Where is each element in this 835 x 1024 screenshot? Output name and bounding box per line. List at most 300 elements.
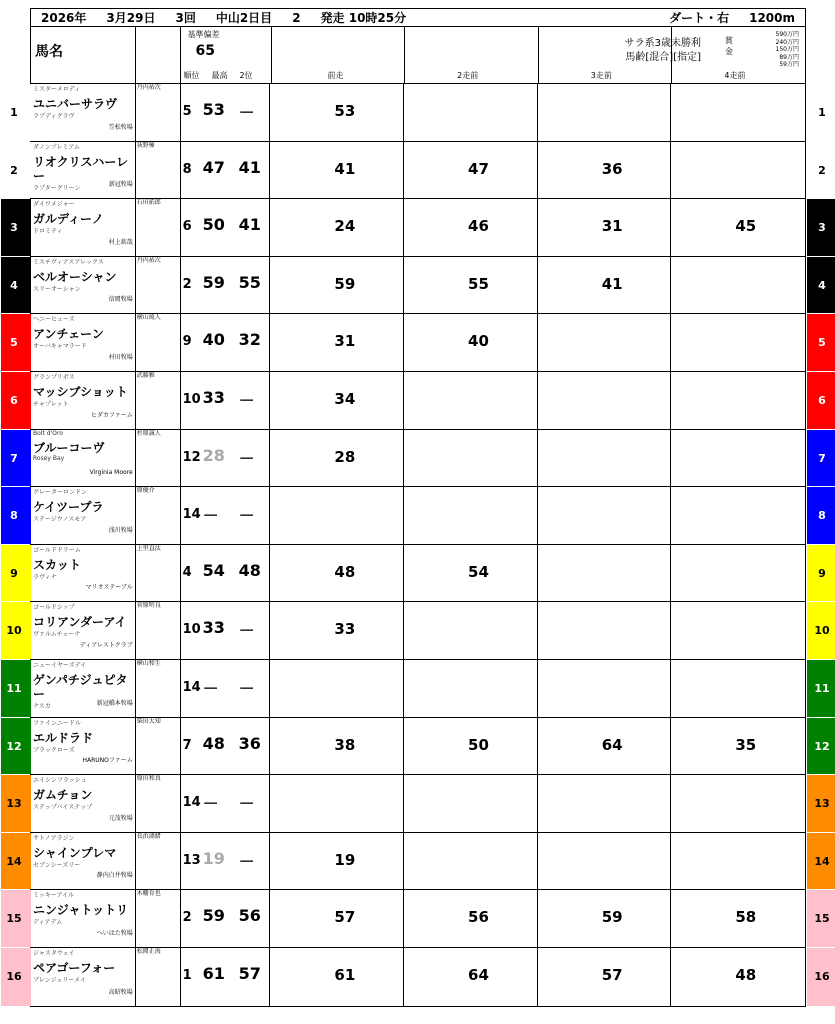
rank: 14 (182, 679, 201, 695)
score-cell (181, 142, 271, 199)
farm: 静内白井牧場 (96, 872, 133, 880)
prev-race-4 (671, 84, 805, 141)
horse-cell (31, 718, 136, 775)
dam: ラブディグラヴ (33, 113, 75, 120)
second-score: － (238, 103, 255, 122)
prev-race-2 (404, 430, 538, 487)
umaban-left: 5 (10, 336, 18, 350)
dam: ブレンジェリーメイ (33, 976, 86, 984)
prev-race-1 (270, 890, 404, 947)
horse-cell (31, 545, 136, 602)
prize-5: 59万円 (779, 61, 799, 68)
dam: ラヴィナ (33, 573, 57, 581)
horse-cell (31, 890, 136, 947)
score-cell (181, 199, 271, 256)
umaban-right: 10 (814, 624, 830, 638)
prev-race-1 (270, 142, 404, 199)
umaban-left: 11 (6, 681, 22, 695)
horse-name[interactable]: ガルディーノ (33, 212, 104, 227)
prev-race-2 (404, 660, 538, 717)
horse-cell (31, 372, 136, 429)
jockey: 原田和真 (136, 775, 161, 783)
high-score: － (202, 506, 219, 526)
umaban-left: 1 (10, 106, 18, 119)
prev-race-4-score: 45 (735, 217, 757, 236)
standard-label: 基準偏差 (187, 30, 220, 39)
prev-race-1-score: 24 (334, 217, 356, 236)
rank: 2 (182, 910, 192, 926)
jockey-cell (136, 948, 181, 1006)
sire: ミスチヴィアスアレックス (33, 258, 104, 266)
jockey-cell (136, 257, 181, 314)
sire: ジャスタウェイ (33, 949, 75, 957)
rank: 10 (182, 391, 201, 407)
farm: 村田牧場 (108, 353, 133, 361)
prev-race-3-score: 64 (601, 735, 623, 754)
prev-race-4 (671, 257, 805, 314)
prev-race-4 (671, 890, 805, 947)
jockey-cell (136, 660, 181, 717)
prev-race-3 (538, 833, 672, 890)
umaban-right: 3 (818, 221, 826, 235)
sire: Bolt d'Oro (33, 429, 63, 437)
prize-label: 賞金 (725, 36, 733, 56)
umaban-left: 4 (10, 278, 18, 292)
prev-race-4 (671, 314, 805, 371)
col-prev4: 4走前 (724, 71, 746, 80)
umaban-right: 8 (818, 509, 826, 523)
horse-name[interactable]: スカット (33, 557, 81, 572)
farm: 元茂牧場 (108, 814, 133, 822)
prev-race-2-score: 50 (468, 735, 489, 754)
prev-race-2 (404, 199, 538, 256)
track: ダート・右 (669, 11, 730, 25)
jockey-cell (136, 314, 181, 371)
score-cell (181, 84, 271, 141)
rank: 9 (182, 334, 192, 350)
horse-name[interactable]: リオクリスハーレー (33, 154, 129, 183)
col-second: 2位 (239, 71, 253, 80)
umaban-left: 15 (6, 912, 22, 926)
rank: 4 (182, 564, 192, 580)
score-cell (181, 372, 271, 429)
prev-race-3-score: 31 (601, 217, 623, 236)
prev-race-3 (538, 257, 672, 314)
prev-race-1-score: 48 (334, 562, 356, 581)
second-score: 55 (238, 272, 261, 292)
horse-row (10, 314, 826, 372)
rank: 14 (182, 507, 201, 523)
umaban-left: 10 (6, 624, 22, 638)
race-conditions: 馬齢[混合][指定] (625, 52, 701, 63)
second-score: 41 (238, 215, 261, 235)
high-score: － (202, 794, 219, 814)
col-prev2: 2走前 (457, 71, 479, 80)
score-cell (181, 487, 271, 544)
umaban-left: 16 (6, 969, 22, 983)
kai: 3回 (175, 11, 196, 25)
second-score: － (238, 794, 255, 814)
prize-2: 240万円 (775, 38, 799, 46)
umaban-left: 14 (6, 854, 22, 868)
horse-row (6, 659, 830, 718)
umaban-right: 7 (818, 451, 826, 465)
horse-name[interactable]: アンチェーン (33, 327, 104, 342)
umaban-right: 6 (818, 393, 826, 407)
dam: Rosey Bay (33, 454, 65, 462)
jockey-cell (136, 487, 181, 544)
high-score: 48 (202, 733, 225, 753)
umaban-left: 9 (10, 566, 18, 580)
prev-race-3 (538, 372, 672, 429)
horse-cell (31, 142, 136, 199)
umaban-right: 14 (814, 854, 830, 868)
umaban-left: 6 (10, 393, 18, 407)
prev-race-4-score: 35 (735, 735, 757, 754)
race-title-bar (30, 8, 806, 27)
score-cell (181, 890, 271, 947)
horse-name[interactable]: ブルーコーヴ (33, 440, 105, 455)
horse-row (6, 775, 830, 833)
prev-race-2-score: 54 (468, 562, 489, 581)
dam: ナスカ (33, 702, 51, 710)
prev-race-2-score: 47 (468, 159, 489, 178)
horse-name[interactable]: ガムチョン (33, 788, 93, 803)
jockey: 横山和生 (136, 659, 161, 667)
jockey-cell (136, 602, 181, 659)
umaban-right: 11 (814, 681, 830, 695)
second-score: 57 (238, 963, 261, 983)
year: 2026年 (41, 11, 87, 25)
prev-race-3 (538, 718, 672, 775)
score-cell (181, 545, 271, 602)
sire: ファインニードル (33, 719, 81, 727)
dam: スリーオーシャン (33, 285, 81, 293)
jockey: 木幡育也 (136, 890, 161, 898)
prev-race-3 (538, 487, 672, 544)
prev-race-3 (538, 199, 672, 256)
prev-race-3 (538, 430, 672, 487)
jockey-cell (136, 199, 181, 256)
dam: ドロミティ (33, 228, 63, 236)
sire: ゴールドドリーム (33, 546, 81, 554)
horse-name[interactable]: エルドラド (33, 730, 94, 745)
horse-name[interactable]: ケイツープラ (33, 500, 104, 515)
score-cell (181, 257, 271, 314)
farm: 村上欽哉 (108, 238, 133, 246)
horse-row (6, 890, 830, 948)
venue: 中山2日目 (215, 11, 273, 25)
prev-race-2 (404, 718, 538, 775)
dam: ラプターグリーン (33, 184, 81, 192)
horse-name[interactable]: ゲンパチジュピター (33, 672, 128, 701)
farm: ヒダカファーム (90, 411, 133, 419)
table-header (30, 27, 806, 84)
sire: グランプリボス (33, 373, 75, 381)
farm: 新冠橋本牧場 (96, 699, 133, 707)
horse-name[interactable]: ユニバーサラヴ (33, 97, 118, 111)
dam: ステージウノスモア (33, 516, 87, 524)
prev-race-3 (538, 314, 672, 371)
prev-race-1-score: 33 (334, 620, 356, 639)
dam: セブンシーズリー (33, 861, 81, 869)
prev-race-3 (538, 890, 672, 947)
score-cell (181, 948, 271, 1006)
second-score: 56 (238, 906, 261, 926)
horse-cell (31, 602, 136, 659)
prize-1: 590万円 (775, 31, 799, 38)
prize-list (776, 31, 799, 69)
distance: 1200m (749, 10, 795, 25)
umaban-left: 8 (10, 509, 18, 523)
prev-race-1-score: 38 (334, 735, 356, 754)
prev-race-4 (671, 142, 805, 199)
jockey: 横山琉人 (136, 314, 161, 322)
farm: ディアレストクラブ (79, 641, 133, 649)
sire: エイシンフラッシュ (33, 777, 87, 785)
jockey: 松岡正海 (136, 947, 161, 955)
high-score: 59 (202, 272, 225, 292)
umaban-right: 9 (818, 566, 826, 580)
prev-race-1 (270, 948, 404, 1006)
horse-cell (31, 660, 136, 717)
high-score: 19 (202, 848, 225, 868)
horse-row (10, 544, 826, 603)
horse-row (10, 199, 826, 257)
race-class: サラ系3歳未勝利 (624, 38, 701, 49)
prev-race-3-score: 36 (601, 159, 623, 178)
prev-race-1-score: 59 (334, 274, 356, 293)
horse-row (10, 487, 826, 545)
prev-race-1 (270, 199, 404, 256)
high-score: 53 (202, 100, 225, 119)
jockey: 石田拓郎 (136, 199, 161, 207)
high-score: 61 (202, 963, 225, 983)
high-score: 40 (202, 330, 225, 350)
farm: 信岡牧場 (108, 296, 133, 304)
prev-race-3-score: 59 (601, 908, 623, 927)
sire: ミスターメロディ (33, 86, 81, 93)
prev-race-3 (538, 660, 672, 717)
rank: 8 (182, 161, 192, 177)
second-score: 48 (238, 560, 261, 580)
prev-race-2 (404, 545, 538, 602)
prev-race-2 (404, 833, 538, 890)
horse-row (10, 429, 826, 488)
horse-row (6, 947, 830, 1006)
prize-4: 89万円 (779, 53, 799, 61)
jockey: 菅原明良 (136, 602, 161, 610)
horse-row (10, 84, 826, 142)
second-score: 36 (238, 733, 261, 753)
prev-race-1 (270, 602, 404, 659)
horse-cell (31, 314, 136, 371)
prev-race-1 (270, 487, 404, 544)
dam: チャプレット (33, 400, 69, 408)
prev-race-2-score: 55 (468, 274, 489, 293)
prev-race-1 (270, 84, 404, 141)
jockey: 上里直汰 (136, 544, 161, 552)
horse-row (6, 832, 830, 891)
jockey-cell (136, 775, 181, 832)
jockey-cell (136, 833, 181, 890)
horse-cell (31, 430, 136, 487)
prev-race-2 (404, 142, 538, 199)
dam: ブラックローズ (33, 746, 75, 754)
prev-race-2-score: 46 (468, 217, 489, 236)
prize-3: 150万円 (775, 46, 799, 53)
prev-race-2-score: 64 (468, 965, 489, 984)
rank: 13 (182, 852, 201, 868)
jockey-cell (136, 84, 181, 141)
jockey: 長浜鴻緒 (136, 832, 161, 840)
rank: 6 (182, 219, 192, 235)
high-score: 54 (202, 560, 225, 580)
horse-col-label: 馬名 (35, 44, 63, 60)
farm: 笠松牧場 (108, 123, 133, 131)
jockey: 荻野極 (136, 141, 155, 149)
second-score: 41 (238, 157, 261, 177)
rank: 2 (182, 276, 192, 292)
prev-race-3 (538, 602, 672, 659)
prev-race-4 (671, 718, 805, 775)
umaban-right: 15 (814, 912, 830, 926)
jockey-cell (136, 890, 181, 947)
umaban-left: 13 (6, 797, 22, 811)
prev-race-1 (270, 372, 404, 429)
dam: ディアデム (33, 919, 63, 927)
prev-race-2 (404, 948, 538, 1006)
score-cell (181, 430, 271, 487)
horse-row (10, 256, 826, 315)
farm: 新冠牧場 (108, 181, 133, 189)
prev-race-2 (404, 84, 538, 141)
umaban-left: 2 (10, 163, 18, 177)
dam: ヴァルムチェーナ (33, 631, 81, 639)
second-score: － (238, 506, 255, 526)
prev-race-1 (270, 718, 404, 775)
second-score: － (238, 621, 255, 641)
prev-race-1-score: 53 (334, 102, 356, 120)
sire: ゴールドシップ (33, 604, 75, 612)
prev-race-4-score: 48 (735, 965, 757, 984)
prev-race-4 (671, 775, 805, 832)
horse-cell (31, 257, 136, 314)
farm: 高昭牧場 (108, 988, 133, 996)
jockey-cell (136, 142, 181, 199)
prev-race-1 (270, 257, 404, 314)
horse-name[interactable]: ベルオーシャン (33, 269, 117, 284)
rank: 7 (182, 737, 192, 753)
horse-cell (31, 487, 136, 544)
col-prev1: 前走 (327, 71, 344, 80)
date: 3月29日 (106, 11, 156, 25)
second-score: 32 (238, 330, 261, 350)
horse-cell (31, 775, 136, 832)
prev-race-2 (404, 257, 538, 314)
dam: ステップバイステップ (33, 804, 93, 812)
umaban-left: 7 (10, 451, 18, 465)
horse-cell (31, 948, 136, 1006)
high-score: 33 (202, 618, 225, 638)
horse-name[interactable]: シャインプレマ (33, 845, 117, 860)
prev-race-2 (404, 890, 538, 947)
prev-race-4 (671, 430, 805, 487)
col-high: 最高 (211, 71, 228, 80)
rank: 14 (182, 795, 201, 811)
jockey: 杉原誠人 (136, 429, 161, 437)
horse-row (10, 371, 826, 430)
prev-race-2-score: 40 (468, 332, 489, 351)
umaban-right: 5 (818, 336, 826, 350)
farm: HARUNOファーム (82, 757, 133, 765)
second-score: － (238, 390, 255, 410)
horse-name[interactable]: マッシブショット (33, 384, 128, 399)
rank: 5 (182, 104, 192, 119)
prev-race-1-score: 31 (334, 332, 356, 351)
prev-race-1-score: 28 (334, 447, 356, 466)
score-cell (181, 314, 271, 371)
umaban-right: 16 (814, 969, 830, 983)
horse-name[interactable]: コリアンダーアイ (33, 615, 127, 630)
second-score: － (238, 678, 255, 698)
horse-cell (31, 84, 136, 141)
horse-name[interactable]: ペアゴーフォー (33, 960, 116, 975)
jockey-cell (136, 372, 181, 429)
prev-race-3-score: 41 (601, 274, 623, 293)
sire: グレーターロンドン (33, 489, 88, 497)
sire: ダノンプレミアム (33, 143, 80, 151)
umaban-right: 13 (814, 797, 830, 811)
jockey-cell (136, 430, 181, 487)
prev-race-3 (538, 142, 672, 199)
umaban-right: 1 (818, 106, 826, 119)
jockey: 丹内祐次 (136, 256, 161, 264)
jockey: 柴田大知 (136, 717, 161, 725)
prev-race-1-score: 57 (334, 908, 356, 927)
farm: へいはた牧場 (96, 929, 133, 937)
second-score: － (238, 851, 255, 871)
score-cell (181, 660, 271, 717)
prev-race-3 (538, 775, 672, 832)
sire: ヘニーヒューズ (33, 316, 75, 324)
prev-race-4 (671, 602, 805, 659)
high-score: 50 (202, 215, 225, 235)
horse-row (10, 141, 826, 200)
col-rank: 順位 (183, 71, 200, 80)
jockey-cell (136, 718, 181, 775)
prev-race-2 (404, 602, 538, 659)
prev-race-2 (404, 487, 538, 544)
prev-race-1-score: 34 (334, 389, 356, 408)
prev-race-1-score: 19 (334, 850, 356, 869)
sire: ミッキーアイル (33, 892, 75, 900)
prev-race-4 (671, 372, 805, 429)
prev-race-1-score: 41 (334, 159, 356, 178)
prev-race-4 (671, 487, 805, 544)
prev-race-3 (538, 545, 672, 602)
horse-row (6, 717, 830, 776)
jockey-cell (136, 545, 181, 602)
score-cell (181, 833, 271, 890)
horse-name[interactable]: ニンジャトットリ (33, 903, 129, 918)
race-number: 2 (292, 10, 301, 25)
prev-race-4 (671, 660, 805, 717)
horse-cell (31, 199, 136, 256)
prev-race-1-score: 61 (334, 965, 356, 984)
jockey: 丹内祐次 (136, 84, 161, 91)
prev-race-1 (270, 775, 404, 832)
